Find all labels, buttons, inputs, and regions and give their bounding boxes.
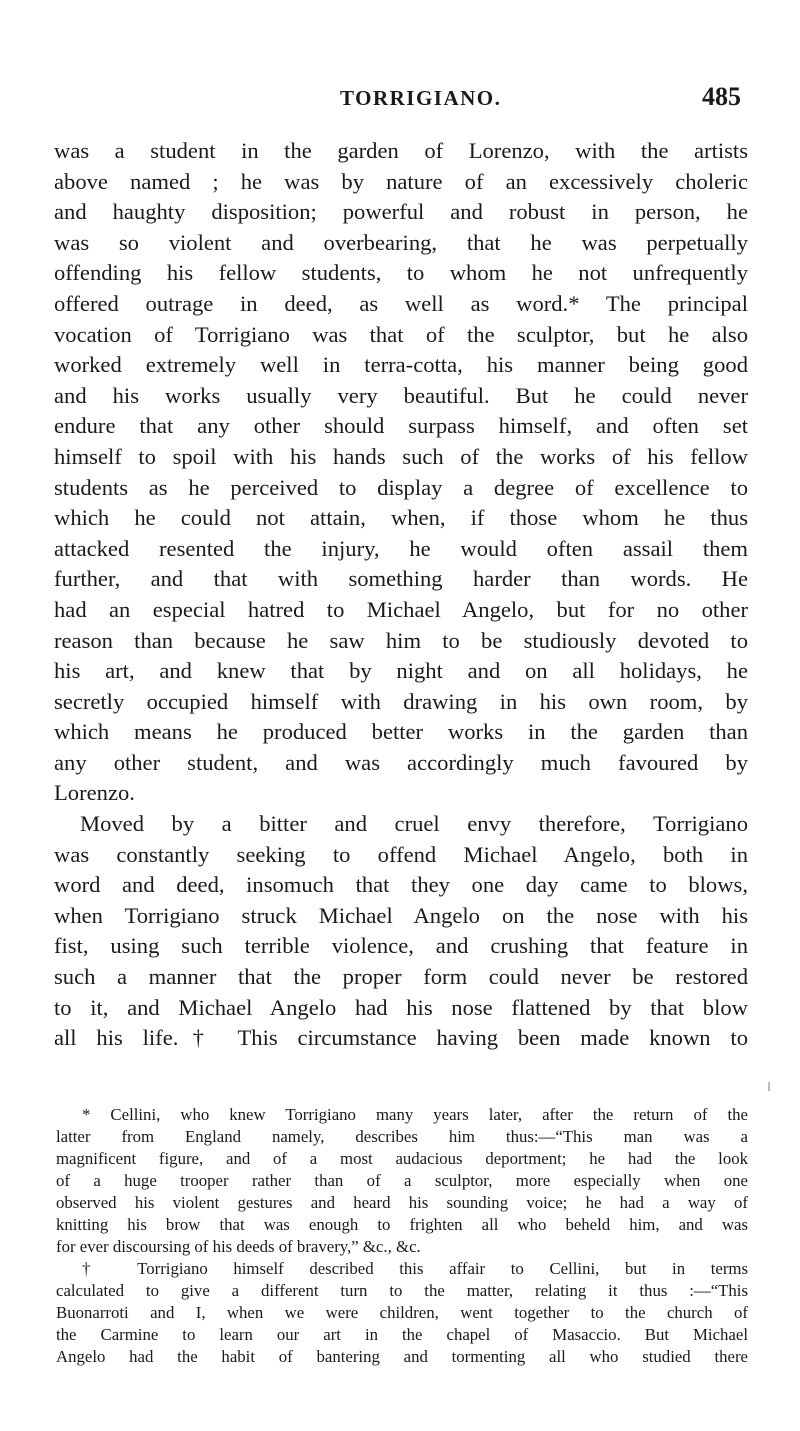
body-line: students as he perceived to display a degree of excellence to: [54, 474, 748, 500]
running-title: TORRIGIANO.: [340, 86, 502, 110]
body-line: himself to spoil with his hands such of the works of his fellow: [54, 443, 748, 469]
footnote-line: latter from England namely, describes him thus:—“This man was a: [56, 1127, 748, 1146]
body-line: had an especial hatred to Michael Angelo, but for no other: [54, 596, 748, 622]
footnote-line: Angelo had the habit of bantering and tormenting all who studied there: [56, 1347, 748, 1366]
body-line: and his works usually very beautiful. But he could never: [54, 382, 748, 408]
body-line: such a manner that the proper form could never be restored: [54, 964, 748, 990]
body-line: was constantly seeking to offend Michael Angelo, both in: [54, 841, 748, 867]
body-line: Lorenzo.: [54, 780, 135, 806]
body-line: word and deed, insomuch that they one day came to blows,: [54, 872, 748, 898]
body-line: any other student, and was accordingly much favoured by: [54, 749, 748, 775]
footnote-line: calculated to give a different turn to the matter, relating it thus :—“This: [56, 1281, 748, 1300]
body-line: attacked resented the injury, he would often assail them: [54, 535, 748, 561]
body-line: reason than because he saw him to be studiously devoted to: [54, 627, 748, 653]
scan-speck: [768, 1082, 770, 1091]
footnote-line: observed his violent gestures and heard his sounding voice; he had a way of: [56, 1193, 748, 1212]
page-number: 485: [702, 82, 741, 111]
body-line: was a student in the garden of Lorenzo, with the artists: [54, 138, 748, 163]
body-line: offered outrage in deed, as well as word.* The principal: [54, 290, 748, 316]
footnote-line: † Torrigiano himself described this affair to Cellini, but in terms: [82, 1259, 748, 1278]
body-line: Moved by a bitter and cruel envy therefore, Torrigiano: [80, 811, 748, 837]
body-line: his art, and knew that by night and on all holidays, he: [54, 658, 748, 684]
body-line: worked extremely well in terra-cotta, his manner being good: [54, 352, 748, 378]
body-text: [54, 136, 748, 1054]
body-line: which he could not attain, when, if those whom he thus: [54, 505, 748, 531]
footnote-line: knitting his brow that was enough to frighten all who beheld him, and was: [56, 1215, 748, 1234]
footnote-line: for ever discoursing of his deeds of bravery,” &c., &c.: [56, 1237, 421, 1256]
body-line: which means he produced better works in the garden than: [54, 719, 748, 745]
body-line: endure that any other should surpass himself, and often set: [54, 413, 748, 439]
footnote-line: magnificent figure, and of a most audacious deportment; he had the look: [56, 1149, 748, 1168]
body-line: above named ; he was by nature of an excessively choleric: [54, 168, 748, 194]
footnote-line: * Cellini, who knew Torrigiano many years later, after the return of the: [82, 1105, 748, 1124]
body-line: fist, using such terrible violence, and crushing that feature in: [54, 933, 748, 959]
body-line: and haughty disposition; powerful and robust in person, he: [54, 199, 748, 225]
body-line: all his life.† This circumstance having been made known to: [54, 1025, 748, 1051]
footnote-line: of a huge trooper rather than of a sculptor, more especially when one: [56, 1171, 748, 1190]
body-line: was so violent and overbearing, that he was perpetually: [54, 229, 748, 255]
body-line: offending his fellow students, to whom he not unfrequently: [54, 260, 748, 286]
body-line: further, and that with something harder than words. He: [54, 566, 748, 592]
footnote-line: the Carmine to learn our art in the chapel of Masaccio. But Michael: [56, 1325, 748, 1344]
body-line: vocation of Torrigiano was that of the sculptor, but he also: [54, 321, 748, 347]
body-line: when Torrigiano struck Michael Angelo on the nose with his: [54, 902, 748, 928]
body-line: to it, and Michael Angelo had his nose flattened by that blow: [54, 994, 748, 1020]
footnotes: [56, 1104, 748, 1368]
footnote-line: Buonarroti and I, when we were children, went together to the church of: [56, 1303, 748, 1322]
running-header: [60, 82, 745, 122]
body-line: secretly occupied himself with drawing in his own room, by: [54, 688, 748, 714]
